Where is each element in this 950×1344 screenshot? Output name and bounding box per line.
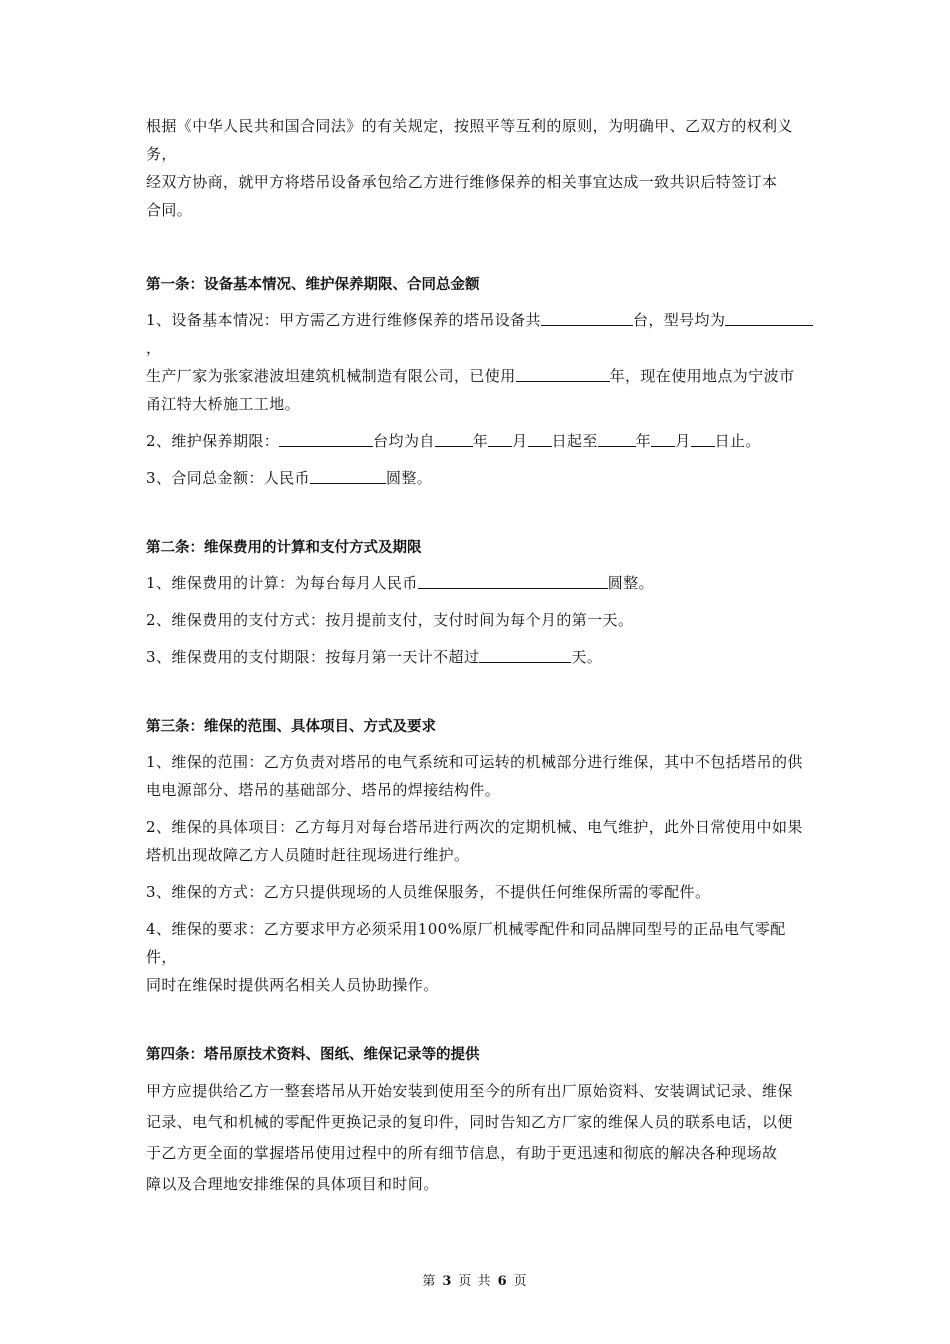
item-text: 甬江特大桥施工工地。 — [146, 395, 301, 413]
intro-line: 经双方协商，就甲方将塔吊设备承包给乙方进行维修保养的相关事宜达成一致共识后特签订本 — [146, 173, 778, 191]
item-text: 2、维保的具体项目：乙方每月对每台塔吊进行两次的定期机械、电气维护，此外日常使用中如果 — [146, 818, 803, 836]
article-2-item-3 — [146, 643, 816, 671]
footer-suffix: 页 — [513, 1274, 528, 1289]
article-2 — [146, 535, 816, 671]
article-2-item-2 — [146, 606, 816, 634]
article-2-title: 第二条：维保费用的计算和支付方式及期限 — [146, 540, 422, 556]
article-1-title: 第一条：设备基本情况、维护保养期限、合同总金额 — [146, 277, 480, 293]
current-page-number: 3 — [442, 1274, 453, 1289]
item-text: 年 — [472, 432, 489, 450]
article-3-item-2 — [146, 813, 816, 869]
footer-prefix: 第 — [422, 1274, 437, 1289]
article-3-item-3 — [146, 878, 816, 906]
item-text: 3、维保的方式：乙方只提供现场的人员维保服务，不提供任何维保所需的零配件。 — [146, 883, 711, 901]
item-text: 电电源部分、塔吊的基础部分、塔吊的焊接结构件。 — [146, 781, 501, 799]
article-3-item-4 — [146, 915, 816, 999]
intro-paragraph — [146, 112, 816, 224]
item-text: 4、维保的要求：乙方要求甲方必须采用100%原厂机械零配件和同品牌同型号的正品电气零配件， — [146, 920, 786, 966]
item-text: 年，现在使用地点为宁波市 — [609, 367, 795, 385]
item-text: 1、维保费用的计算：为每台每月人民币 — [146, 574, 418, 592]
item-text: 年 — [635, 432, 652, 450]
item-text: 记录、电气和机械的零配件更换记录的复印件，同时告知乙方厂家的维保人员的联系电话，以便 — [146, 1113, 793, 1131]
article-1-item-1 — [146, 306, 816, 418]
item-text: 圆整。 — [607, 574, 654, 592]
article-2-item-1 — [146, 569, 816, 597]
item-text: 日起至 — [551, 432, 598, 450]
item-text: 2、维护保养期限： — [146, 432, 280, 450]
intro-line: 合同。 — [146, 201, 193, 219]
item-text: 于乙方更全面的掌握塔吊使用过程中的所有细节信息，有助于更迅速和彻底的解决各种现场故 — [146, 1144, 778, 1162]
blank-field-quantity[interactable] — [541, 308, 633, 326]
article-4-title: 第四条：塔吊原技术资料、图纸、维保记录等的提供 — [146, 1047, 480, 1063]
item-text: 台，型号均为 — [632, 311, 726, 329]
item-text: 同时在维保时提供两名相关人员协助操作。 — [146, 976, 439, 994]
item-text: 3、合同总金额：人民币 — [146, 469, 310, 487]
blank-field-start-day[interactable] — [528, 429, 552, 447]
blank-field-start-month[interactable] — [488, 429, 512, 447]
item-text: 障以及合理地安排维保的具体项目和时间。 — [146, 1175, 439, 1193]
item-text: 天。 — [571, 648, 603, 666]
footer-mid: 页 共 — [458, 1274, 492, 1289]
article-4 — [146, 1042, 816, 1200]
blank-field-end-day[interactable] — [691, 429, 715, 447]
blank-field-start-year[interactable] — [435, 429, 473, 447]
blank-field-monthly-fee[interactable] — [418, 571, 608, 589]
blank-field-model[interactable] — [725, 308, 813, 326]
item-text: 1、设备基本情况：甲方需乙方进行维修保养的塔吊设备共 — [146, 311, 541, 329]
article-1-item-3 — [146, 464, 816, 492]
blank-field-total-amount[interactable] — [310, 466, 386, 484]
document-page — [146, 112, 816, 1243]
blank-field-end-month[interactable] — [651, 429, 675, 447]
article-3-title: 第三条：维保的范围、具体项目、方式及要求 — [146, 719, 436, 735]
blank-field-payment-days[interactable] — [479, 645, 571, 663]
item-text: ， — [146, 339, 162, 357]
item-text: 甲方应提供给乙方一整套塔吊从开始安装到使用至今的所有出厂原始资料、安装调试记录、维保 — [146, 1082, 793, 1100]
blank-field-years-used[interactable] — [516, 364, 610, 382]
article-3-item-1 — [146, 748, 816, 804]
item-text: 日止。 — [714, 432, 761, 450]
blank-field-units[interactable] — [279, 429, 373, 447]
item-text: 3、维保费用的支付期限：按每月第一天计不超过 — [146, 648, 480, 666]
article-4-body — [146, 1076, 816, 1200]
blank-field-end-year[interactable] — [598, 429, 636, 447]
item-text: 生产厂家为张家港波坦建筑机械制造有限公司，已使用 — [146, 367, 516, 385]
item-text: 月 — [675, 432, 691, 450]
item-text: 2、维保费用的支付方式：按月提前支付，支付时间为每个月的第一天。 — [146, 611, 634, 629]
article-1 — [146, 272, 816, 492]
item-text: 圆整。 — [385, 469, 433, 487]
page-footer — [0, 1270, 950, 1289]
article-1-item-2 — [146, 427, 816, 455]
item-text: 塔机出现故障乙方人员随时赶往现场进行维护。 — [146, 846, 470, 864]
intro-line: 根据《中华人民共和国合同法》的有关规定，按照平等互利的原则，为明确甲、乙双方的权利义务， — [146, 117, 793, 163]
total-page-number: 6 — [497, 1274, 508, 1289]
item-text: 月 — [512, 432, 528, 450]
item-text: 台均为自 — [373, 432, 435, 450]
item-text: 1、维保的范围：乙方负责对塔吊的电气系统和可运转的机械部分进行维保，其中不包括塔吊的供 — [146, 753, 803, 771]
article-3 — [146, 714, 816, 999]
